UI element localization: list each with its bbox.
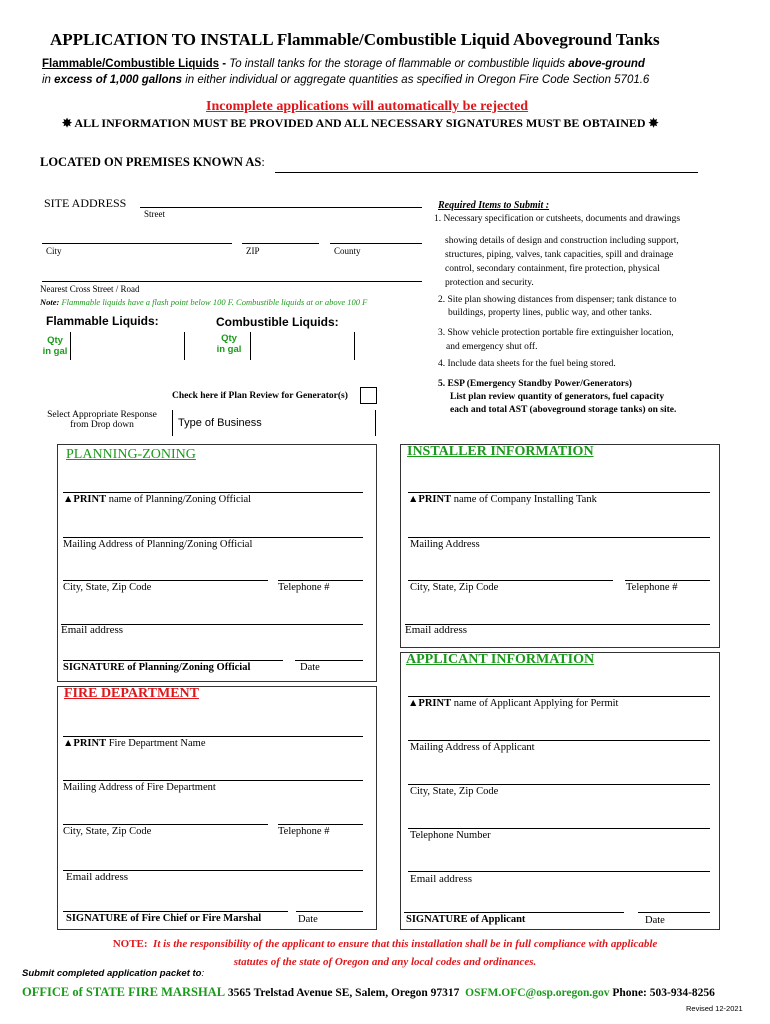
intro-bold2: above-ground <box>568 58 645 70</box>
intro-line-1 <box>42 58 645 70</box>
city-label: City <box>46 246 62 256</box>
required-item-1-cont <box>445 234 679 290</box>
triangle-up-icon: ▲ <box>408 698 419 709</box>
fire-city-label: City, State, Zip Code <box>63 826 152 837</box>
required-item-3 <box>438 326 674 354</box>
required-line: control, secondary containment, fire protection, physical <box>445 264 660 274</box>
applicant-date-label: Date <box>645 915 665 926</box>
installer-print-label <box>408 494 597 505</box>
required-item-4: 4. Include data sheets for the fuel being stored. <box>438 359 616 369</box>
submit-colon: : <box>201 968 205 979</box>
print-bold: PRINT <box>418 494 452 505</box>
fire-date-input[interactable] <box>296 911 363 912</box>
combustible-qty-input[interactable] <box>250 332 251 360</box>
office-name: OFFICE of STATE FIRE MARSHAL <box>22 985 226 999</box>
street-label: Street <box>144 209 165 219</box>
fire-phone-label: Telephone # <box>278 826 330 837</box>
planning-email-label: Email address <box>61 624 124 636</box>
county-label: County <box>334 246 361 256</box>
planning-mailing-label: Mailing Address of Planning/Zoning Official <box>63 539 253 550</box>
intro-text2: in <box>42 74 55 86</box>
triangle-up-icon: ▲ <box>408 494 419 505</box>
intro-bold: Flammable/Combustible Liquids <box>42 58 219 70</box>
qty-text: Qty <box>221 333 237 344</box>
fire-department-section <box>57 686 377 930</box>
zip-label: ZIP <box>246 246 260 256</box>
generator-checkbox[interactable] <box>360 387 377 404</box>
required-line: buildings, property lines, public way, and other tanks. <box>448 308 652 318</box>
planning-phone-input[interactable] <box>278 580 363 581</box>
triangle-up-icon: ▲ <box>63 738 74 749</box>
site-address-label: SITE ADDRESS <box>44 196 127 210</box>
installer-city-input[interactable] <box>408 580 613 581</box>
fire-email-label: Email address <box>66 871 129 883</box>
fire-title: FIRE DEPARTMENT <box>64 686 199 701</box>
located-colon: : <box>261 155 265 169</box>
applicant-email-input[interactable] <box>408 871 710 872</box>
office-phone: Phone: 503-934-8256 <box>612 987 715 999</box>
required-item-5 <box>438 378 676 417</box>
installer-city-label: City, State, Zip Code <box>410 582 499 593</box>
footer-note-text: It is the responsibility of the applicant to ensure that this installation shall be in full compliance with applicable <box>153 938 658 950</box>
office-address: 3565 Trelstad Avenue SE, Salem, Oregon 97317 <box>227 987 460 999</box>
print-bold: PRINT <box>418 698 452 709</box>
print-rest: name of Planning/Zoning Official <box>106 494 252 505</box>
triangle-up-icon: ▲ <box>63 494 74 505</box>
flash-point-note <box>40 297 367 307</box>
applicant-signature-label: SIGNATURE of Applicant <box>406 914 526 925</box>
select-response-line1: Select Appropriate Response <box>47 410 157 420</box>
located-label <box>40 155 265 170</box>
planning-mailing-input[interactable] <box>63 537 363 538</box>
applicant-mailing-label: Mailing Address of Applicant <box>410 742 535 753</box>
page-title: APPLICATION TO INSTALL Flammable/Combustible Liquid Aboveground Tanks <box>50 30 660 49</box>
footer-note-line2: statutes of the state of Oregon and any local codes and ordinances. <box>233 956 537 968</box>
installer-mailing-input[interactable] <box>408 537 710 538</box>
applicant-date-input[interactable] <box>638 912 710 913</box>
applicant-phone-label: Telephone Number <box>410 830 491 841</box>
required-line: 2. Site plan showing distances from dispenser; tank distance to <box>438 295 677 305</box>
planning-phone-label: Telephone # <box>278 582 330 593</box>
flammable-qty-divider <box>184 332 185 360</box>
planning-date-input[interactable] <box>295 660 363 661</box>
applicant-print-label <box>408 698 618 709</box>
generator-label: Check here if Plan Review for Generator(s) <box>172 391 348 401</box>
warning-text: Incomplete applications will automatically be rejected <box>206 99 529 114</box>
fire-signature-label: SIGNATURE of Fire Chief or Fire Marshal <box>66 913 262 924</box>
street-input[interactable] <box>140 207 422 208</box>
ingal-text: in gal <box>216 344 242 355</box>
print-bold: PRINT <box>73 738 107 749</box>
applicant-email-label: Email address <box>410 873 473 885</box>
submit-label <box>22 968 204 979</box>
submit-text: Submit completed application packet to <box>22 968 202 979</box>
planning-signature-input[interactable] <box>63 660 283 661</box>
business-type-dropdown[interactable]: Type of Business <box>178 417 262 429</box>
combustible-label: Combustible Liquids: <box>216 315 339 329</box>
intro-text3: in either individual or aggregate quantities as specified in Oregon Fire Code Section 5701.6 <box>182 74 650 86</box>
print-rest: name of Company Installing Tank <box>451 494 597 505</box>
installer-name-input[interactable] <box>408 492 710 493</box>
planning-name-input[interactable] <box>63 492 363 493</box>
applicant-signature-input[interactable] <box>404 912 624 913</box>
note-label: Note: <box>40 297 60 307</box>
planning-zoning-section <box>57 444 377 682</box>
office-email-link[interactable]: OSFM.OFC@osp.oregon.gov <box>465 987 610 999</box>
intro-text1: To install tanks for the storage of flammable or combustible liquids <box>229 58 569 70</box>
flammable-qty-input[interactable] <box>70 332 71 360</box>
required-line: List plan review quantity of generators, fuel capacity <box>450 392 665 402</box>
required-line: and emergency shut off. <box>446 342 538 352</box>
qty-label-combustible <box>212 333 246 355</box>
planning-city-input[interactable] <box>63 580 268 581</box>
required-line: showing details of design and construction including support, <box>445 236 679 246</box>
premises-input[interactable] <box>275 172 698 173</box>
fire-mailing-label: Mailing Address of Fire Department <box>63 782 216 793</box>
print-rest: name of Applicant Applying for Permit <box>451 698 619 709</box>
required-line: structures, piping, valves, tank capacities, spill and drainage <box>445 250 674 260</box>
intro-line-2 <box>42 74 649 86</box>
planning-print-label <box>63 494 251 505</box>
planning-title: PLANNING-ZONING <box>66 447 196 462</box>
star-icon: ✸ <box>648 116 659 130</box>
cross-street-input[interactable] <box>42 281 422 282</box>
installer-phone-input[interactable] <box>625 580 710 581</box>
required-item-2 <box>438 294 677 320</box>
combustible-qty-divider <box>354 332 355 360</box>
all-info-text: ALL INFORMATION MUST BE PROVIDED AND ALL NECESSARY SIGNATURES MUST BE OBTAINED <box>74 116 646 130</box>
fire-print-label <box>63 738 206 749</box>
applicant-title: APPLICANT INFORMATION <box>406 652 595 667</box>
qty-text: Qty <box>47 335 63 346</box>
note-text: Flammable liquids have a flash point below 100 F. Combustible liquids at or above 100 F <box>61 297 368 307</box>
intro-dash: - <box>219 58 230 70</box>
required-line: 3. Show vehicle protection portable fire extinguisher location, <box>438 328 674 338</box>
installer-mailing-label: Mailing Address <box>410 539 480 550</box>
required-item-1: 1. Necessary specification or cutsheets, documents and drawings <box>434 214 681 224</box>
business-select-right <box>375 410 376 436</box>
required-line: protection and security. <box>445 278 534 288</box>
footer-note <box>0 935 770 971</box>
star-icon: ✸ <box>62 116 73 130</box>
flammable-label: Flammable Liquids: <box>46 314 159 328</box>
planning-date-label: Date <box>300 662 320 673</box>
located-label-text: LOCATED ON PREMISES KNOWN AS <box>40 155 262 169</box>
print-bold: PRINT <box>73 494 107 505</box>
planning-city-label: City, State, Zip Code <box>63 582 152 593</box>
fire-name-input[interactable] <box>63 736 363 737</box>
applicant-city-input[interactable] <box>408 784 710 785</box>
installer-title: INSTALLER INFORMATION <box>407 444 594 459</box>
qty-label-flammable <box>40 335 70 357</box>
business-select-left <box>172 410 173 436</box>
required-line: 5. ESP (Emergency Standby Power/Generators) <box>438 379 632 389</box>
intro-bold3: excess of 1,000 gallons <box>54 74 183 86</box>
select-response-label <box>42 410 162 430</box>
ingal-text: in gal <box>42 346 68 357</box>
revised-date: Revised 12-2021 <box>686 1004 743 1013</box>
applicant-name-input[interactable] <box>408 696 710 697</box>
applicant-mailing-input[interactable] <box>408 740 710 741</box>
fire-city-input[interactable] <box>63 824 268 825</box>
county-input[interactable] <box>330 243 422 244</box>
applicant-city-label: City, State, Zip Code <box>410 786 499 797</box>
fire-mailing-input[interactable] <box>63 780 363 781</box>
footer-note-line1 <box>0 935 770 953</box>
fire-signature-input[interactable] <box>63 911 288 912</box>
all-info-line <box>62 116 659 131</box>
fire-date-label: Date <box>298 914 318 925</box>
city-input[interactable] <box>42 243 232 244</box>
applicant-phone-input[interactable] <box>408 828 710 829</box>
zip-input[interactable] <box>242 243 319 244</box>
fire-phone-input[interactable] <box>278 824 363 825</box>
planning-signature-label: SIGNATURE of Planning/Zoning Official <box>63 662 251 673</box>
footer-note-label: NOTE: <box>112 938 148 950</box>
print-rest: Fire Department Name <box>106 738 206 749</box>
installer-phone-label: Telephone # <box>626 582 678 593</box>
cross-street-label: Nearest Cross Street / Road <box>40 284 140 294</box>
select-response-line2: from Drop down <box>70 420 134 430</box>
required-title: Required Items to Submit : <box>438 200 550 211</box>
footer-contact <box>22 985 715 1000</box>
installer-email-label: Email address <box>405 624 468 636</box>
required-line: each and total AST (aboveground storage tanks) on site. <box>450 405 677 415</box>
